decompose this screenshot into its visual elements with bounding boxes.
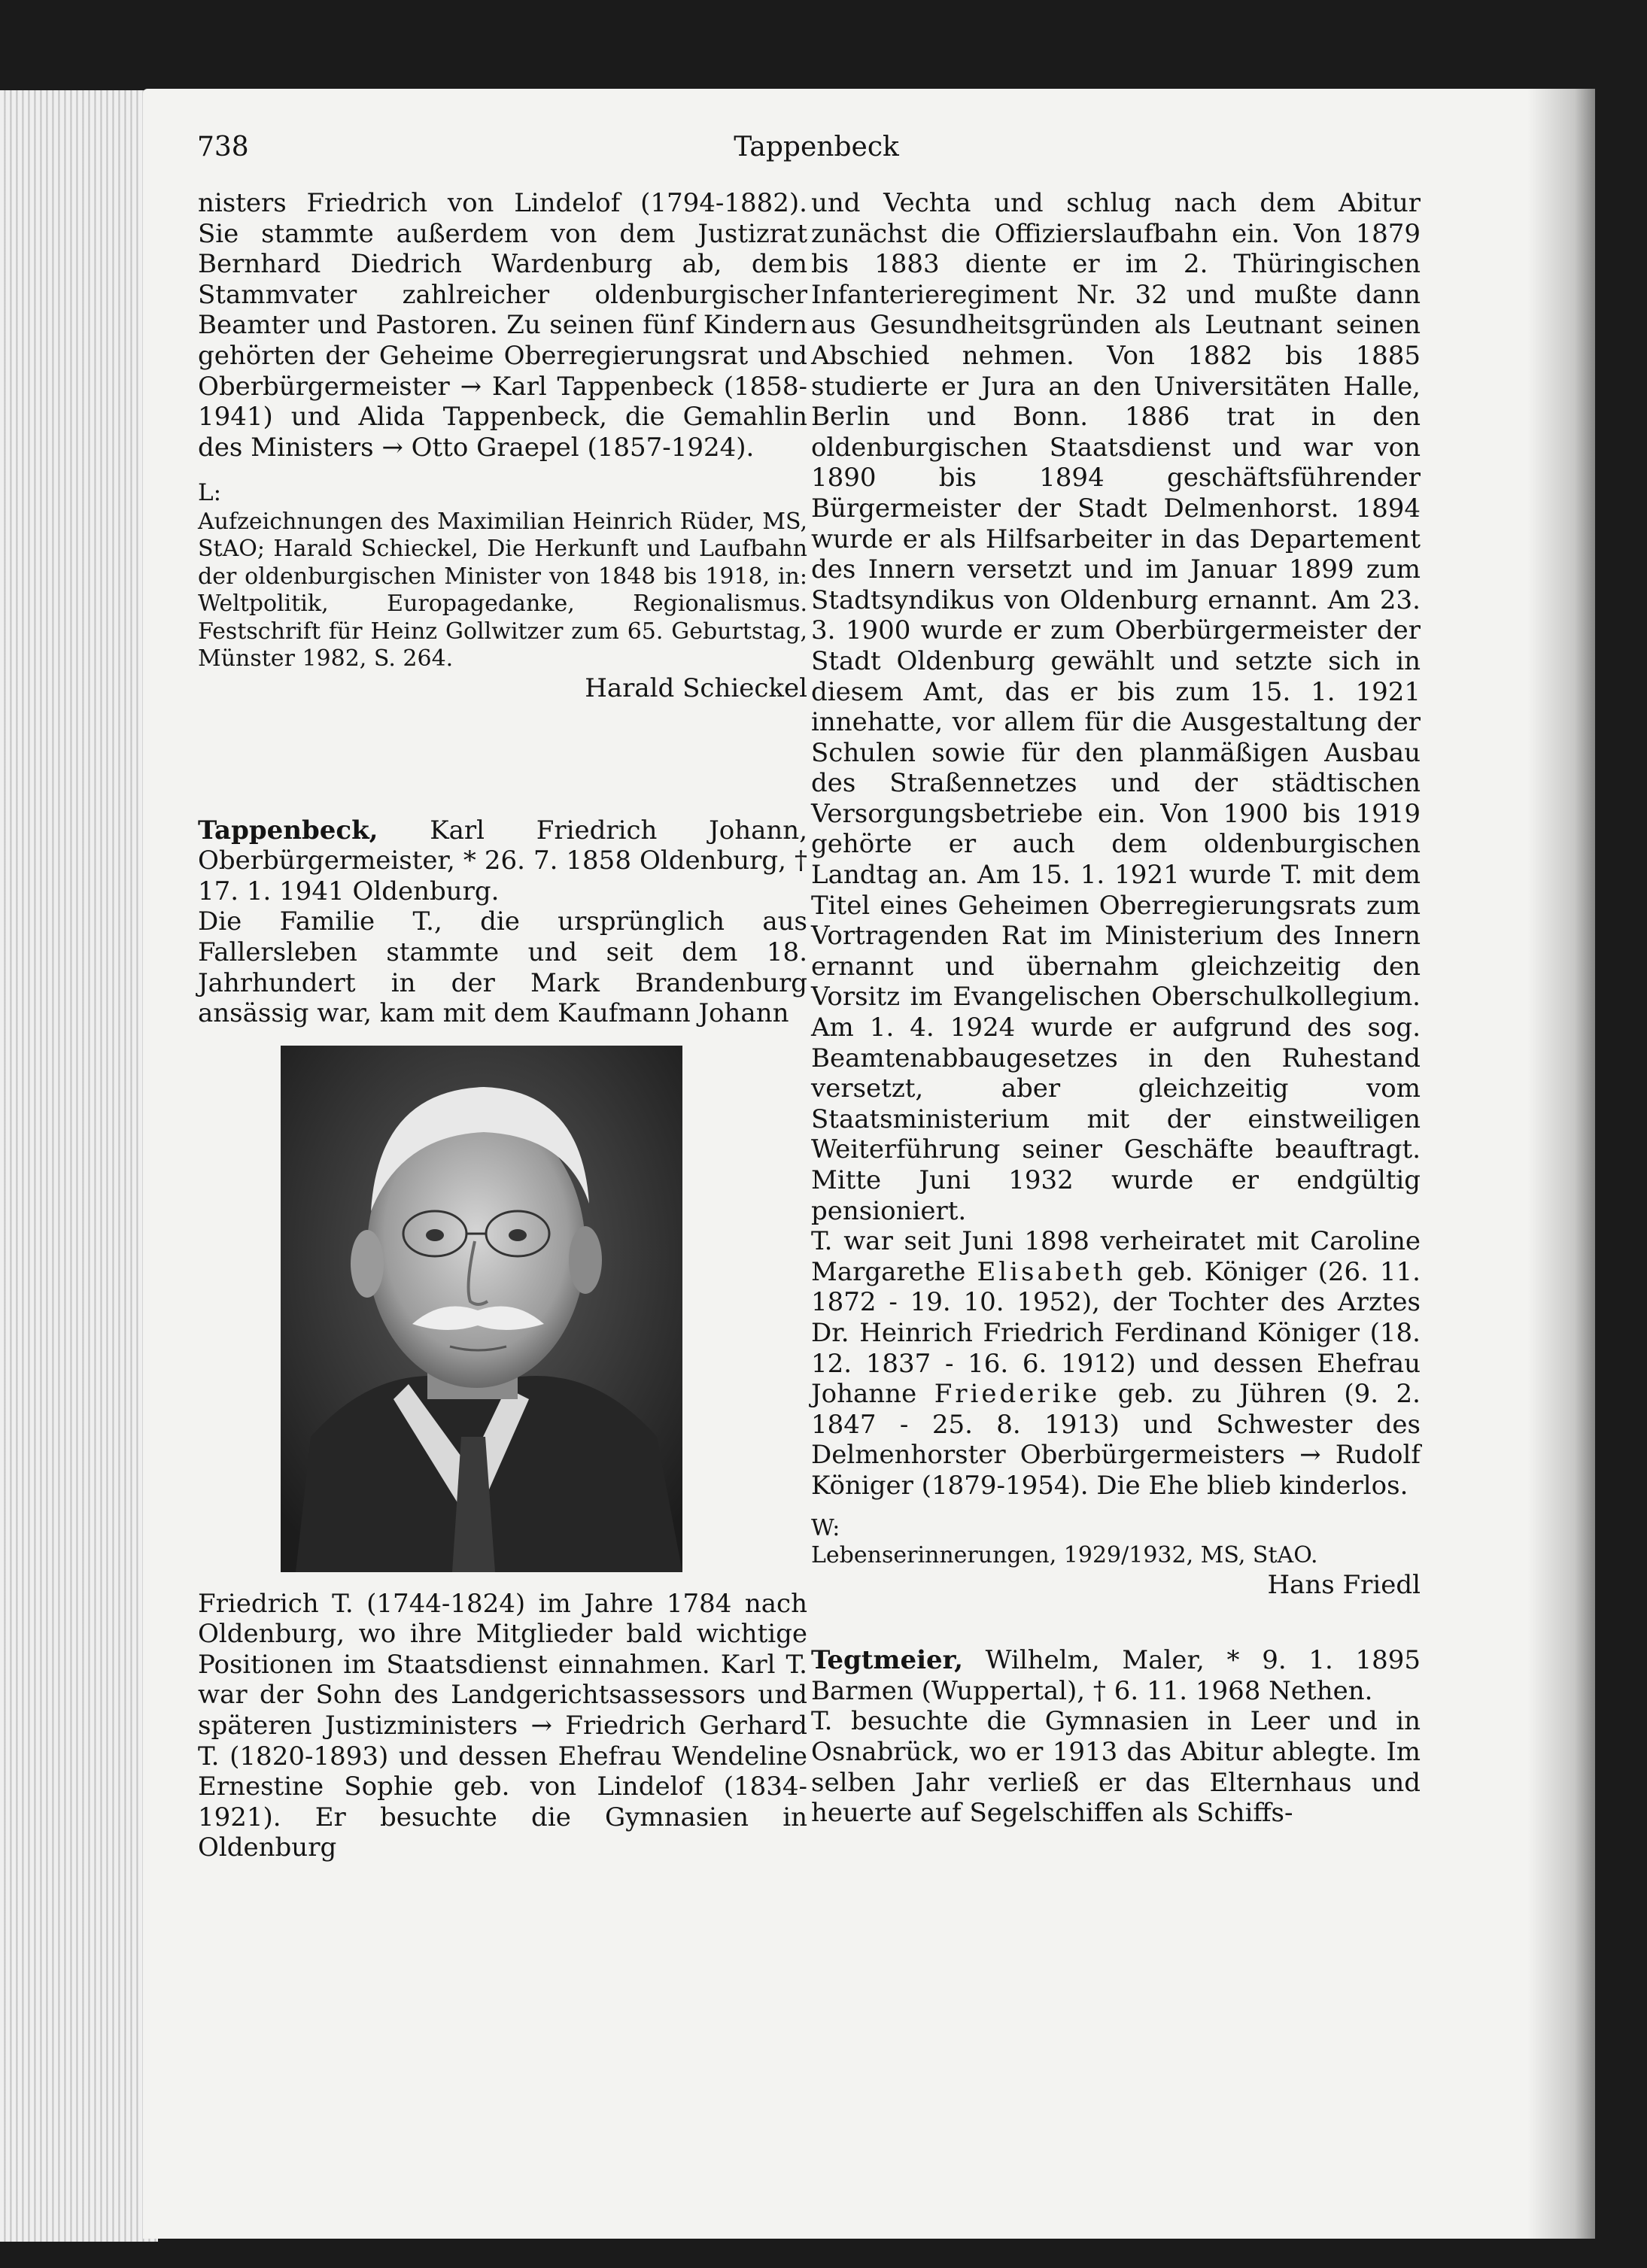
- gutter-shadow: [1527, 89, 1595, 2239]
- paragraph-career: und Vechta und schlug nach dem Abitur zunächst die Offizierslaufbahn ein. Von 1879 bis 1883 diente er im 2. Thüringischen Infanterieregiment Nr. 32 und mußte dann aus Gesundheitsgründen als Leutnant seinen Abschied nehmen. Von 1882 bis 1885 studierte er Jura an den Universitäten Halle, Berlin und Bonn. 1886 trat in den oldenburgischen Staatsdienst und war von 1890 bis 1894 geschäftsführender Bürgermeister der Stadt Delmenhorst. 1894 wurde er als Hilfsarbeiter in das Departement des Innern versetzt und im Januar 1899 zum Stadtsyndikus von Oldenburg ernannt. Am 23. 3. 1900 wurde er zum Oberbürgermeister der Stadt Oldenburg gewählt und setzte sich in diesem Amt, das er bis zum 15. 1. 1921 innehatte, vor allem für die Ausgestaltung der Schulen sowie für den planmäßigen Ausbau des Straßennetzes und der städtischen Versorgungsbetriebe ein. Von 1900 bis 1919 gehörte er auch dem oldenburgischen Landtag an. Am 15. 1. 1921 wurde T. mit dem Titel eines Geheimen Oberregierungsrats zum Vortragenden Rat im Ministerium des Innern ernannt und übernahm gleichzeitig den Vorsitz im Evangelischen Oberschulkollegium. Am 1. 4. 1924 wurde er aufgrund des sog. Beamtenabbaugesetzes in den Ruhestand versetzt, aber gleichzeitig vom Staatsministerium mit der einstweiligen Weiterführung seiner Geschäfte beauftragt. Mitte Juni 1932 wurde er endgültig pensioniert.: [811, 188, 1421, 1226]
- paragraph-marriage: T. war seit Juni 1898 verheiratet mit Caroline Margarethe Elisabeth geb. Königer (26. 11. 1872 - 19. 10. 1952), der Tochter des Arztes Dr. Heinrich Friedrich Ferdinand Königer (18. 12. 1837 - 16. 6. 1912) und dessen Ehefrau Johanne Friederike geb. zu Jühren (9. 2. 1847 - 25. 8. 1913) und Schwester des Delmenhorster Oberbürgermeisters → Rudolf Königer (1879-1954). Die Ehe blieb kinderlos.: [811, 1226, 1421, 1501]
- paragraph-karl-t: Friedrich T. (1744-1824) im Jahre 1784 nach Oldenburg, wo ihre Mitglieder bald wichtige Positionen im Staatsdienst einnahmen. Karl T. war der Sohn des Landgerichtsassessors und späteren Justizministers → Friedrich Gerhard T. (1820-1893) und dessen Ehefrau Wendeline Ernestine Sophie geb. von Lindelof (1834-1921). Er besuchte die Gymnasien in Oldenburg: [198, 1588, 807, 1863]
- entry2-head-text: Wilhelm, Maler, * 9. 1. 1895 Barmen (Wuppertal), † 6. 11. 1968 Nethen.: [811, 1645, 1421, 1706]
- literature-label: L:: [198, 479, 222, 507]
- running-title: Tappenbeck: [734, 132, 899, 162]
- book-page-edges: [0, 90, 158, 2242]
- entry-heading-tegtmeier: [811, 1645, 1421, 1706]
- portrait-image: [281, 1046, 682, 1572]
- author-signature: Harald Schieckel: [585, 673, 807, 703]
- works-label: W:: [811, 1514, 840, 1541]
- portrait-photo: [281, 1046, 682, 1572]
- entry-head-text: Karl Friedrich Johann, Oberbürgermeister, * 26. 7. 1858 Oldenburg, † 17. 1. 1941 Oldenburg.: [198, 815, 807, 906]
- author-signature-2: Hans Friedl: [1267, 1569, 1421, 1600]
- literature-text: Aufzeichnungen des Maximilian Heinrich Rüder, MS, StAO; Harald Schieckel, Die Herkunft und Laufbahn der oldenburgischen Minister von 1848 bis 1918, in: Weltpolitik, Europagedanke, Regionalismus. Festschrift für Heinz Gollwitzer zum 65. Geburtstag, Münster 1982, S. 264.: [198, 508, 807, 673]
- page-number: 738: [197, 132, 249, 162]
- entry-lemma: Tappenbeck,: [198, 815, 378, 846]
- paragraph-lindelof: nisters Friedrich von Lindelof (1794-1882). Sie stammte außerdem von dem Justizrat Bernhard Diedrich Wardenburg ab, dem Stammvater zahlreicher oldenburgischer Beamter und Pastoren. Zu seinen fünf Kindern gehörten der Geheime Oberregierungsrat und Oberbürgermeister → Karl Tappenbeck (1858-1941) und Alida Tappenbeck, die Gemahlin des Ministers → Otto Graepel (1857-1924).: [198, 188, 807, 463]
- paragraph-tegtmeier: T. besuchte die Gymnasien in Leer und in Osnabrück, wo er 1913 das Abitur ablegte. Im selben Jahr verließ er das Elternhaus und heuerte auf Segelschiffen als Schiffs-: [811, 1706, 1421, 1829]
- right-column: [811, 188, 1421, 1829]
- entry-heading-tappenbeck: [198, 815, 807, 907]
- paragraph-family: Die Familie T., die ursprünglich aus Fallersleben stammte und seit dem 18. Jahrhundert in der Mark Brandenburg ansässig war, kam mit dem Kaufmann Johann: [198, 906, 807, 1029]
- works-text: Lebenserinnerungen, 1929/1932, MS, StAO.: [811, 1542, 1318, 1569]
- left-column: [198, 188, 807, 1863]
- entry2-lemma: Tegtmeier,: [811, 1645, 963, 1676]
